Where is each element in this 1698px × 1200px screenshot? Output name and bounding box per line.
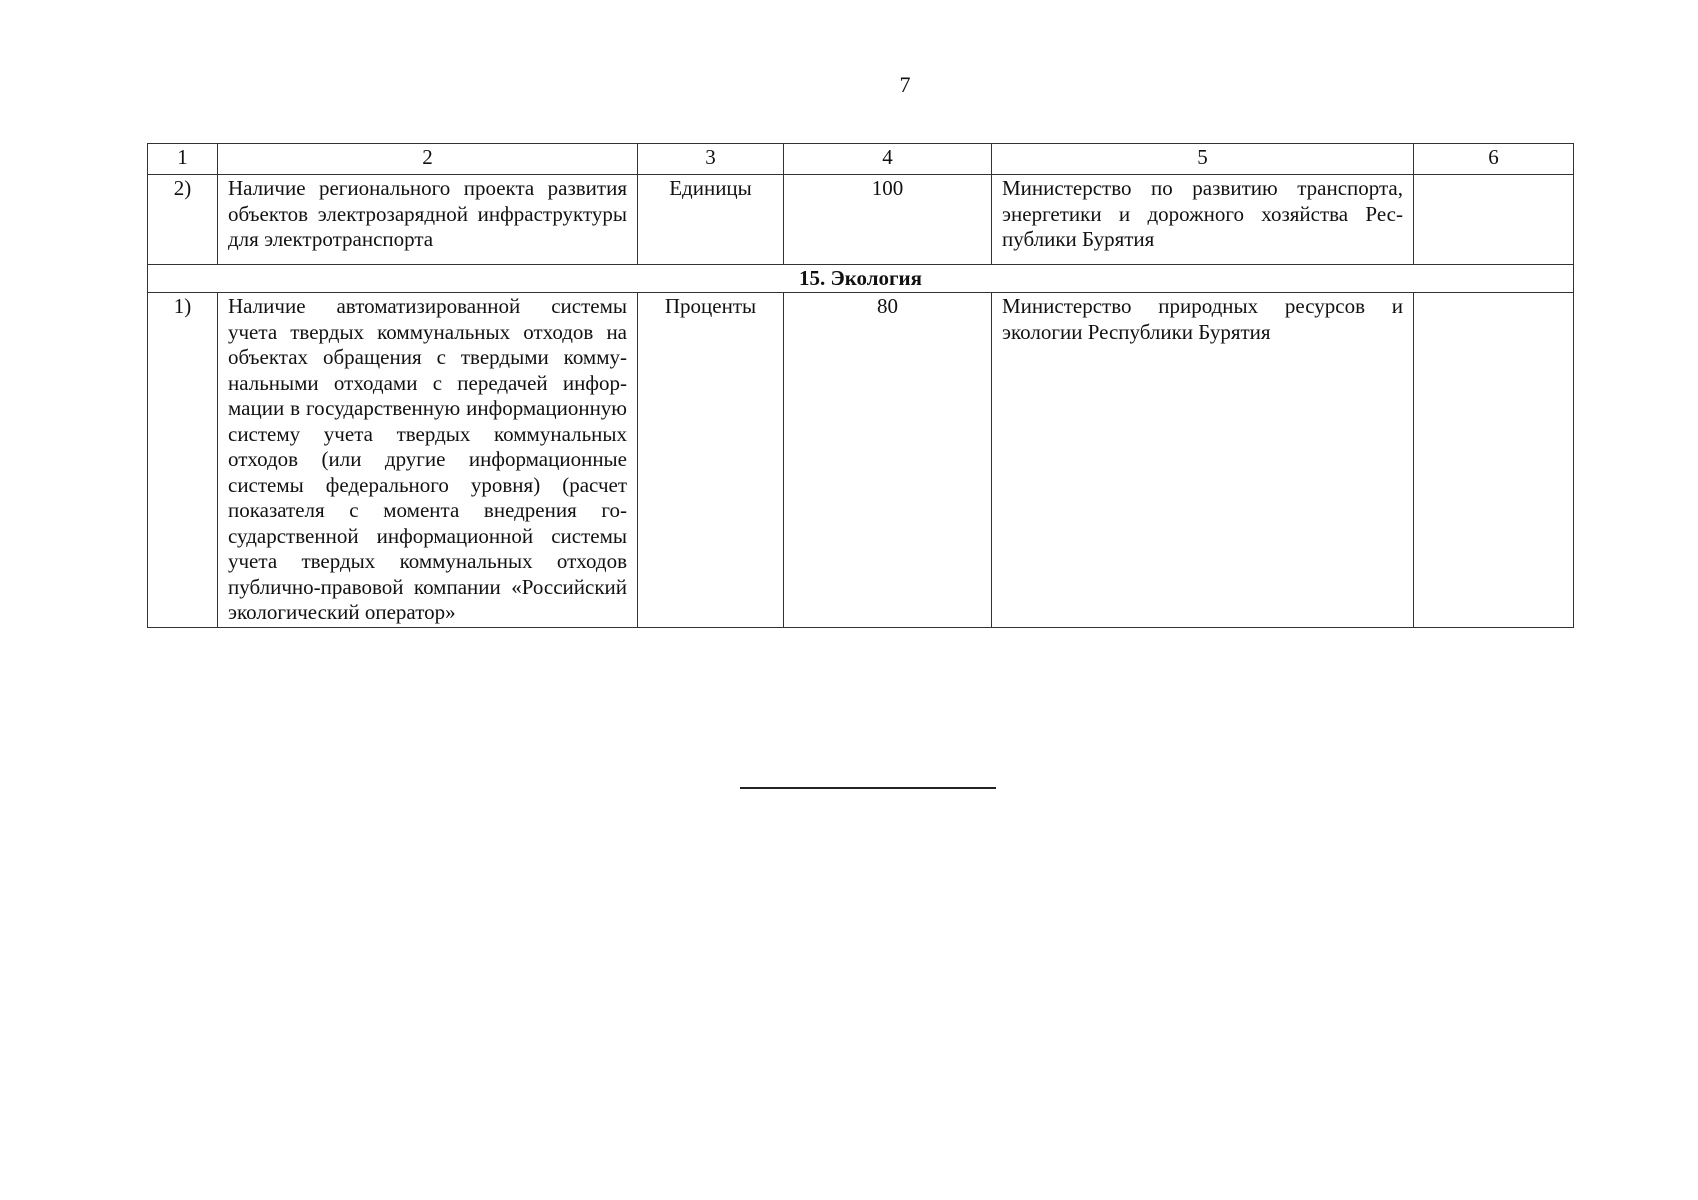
unit-cell: Проценты (638, 293, 784, 628)
section-title: 15. Экология (148, 265, 1574, 293)
column-header: 1 (148, 144, 218, 175)
row-number: 2) (148, 175, 218, 265)
end-of-document-rule (740, 787, 996, 789)
indicator-name: Наличие регионального проекта развития объектов электрозарядной инфраструктуры для электротранспорта (218, 175, 638, 265)
page-number: 7 (899, 72, 911, 97)
table-row (148, 293, 1574, 628)
column-header: 6 (1414, 144, 1574, 175)
row-number: 1) (148, 293, 218, 628)
indicators-table (147, 143, 1574, 628)
table-header-row (148, 144, 1574, 175)
table-row (148, 175, 1574, 265)
column-header: 4 (784, 144, 992, 175)
section-row (148, 265, 1574, 293)
responsible-cell: Министерство природных ресурсов и экологии Республики Бурятия (992, 293, 1414, 628)
column-header: 2 (218, 144, 638, 175)
unit-cell: Единицы (638, 175, 784, 265)
responsible-cell: Министерство по развитию транспорта, энергетики и дорожного хозяйства Республики Бурятия (992, 175, 1414, 265)
column-header: 3 (638, 144, 784, 175)
value-cell: 100 (784, 175, 992, 265)
column-header: 5 (992, 144, 1414, 175)
extra-cell (1414, 175, 1574, 265)
value-cell: 80 (784, 293, 992, 628)
indicator-name: Наличие автоматизированной системы учета твердых коммунальных отходов на объектах обращения с твердыми коммунальными отходами с передачей информации в государственную информационную систему учета твердых коммунальных отходов (или другие информационные системы федерального уровня) (расчет показателя с момента внедрения государственной информационной системы учета твердых коммунальных отходов публично-правовой компании «Российский экологический оператор» (218, 293, 638, 628)
extra-cell (1414, 293, 1574, 628)
